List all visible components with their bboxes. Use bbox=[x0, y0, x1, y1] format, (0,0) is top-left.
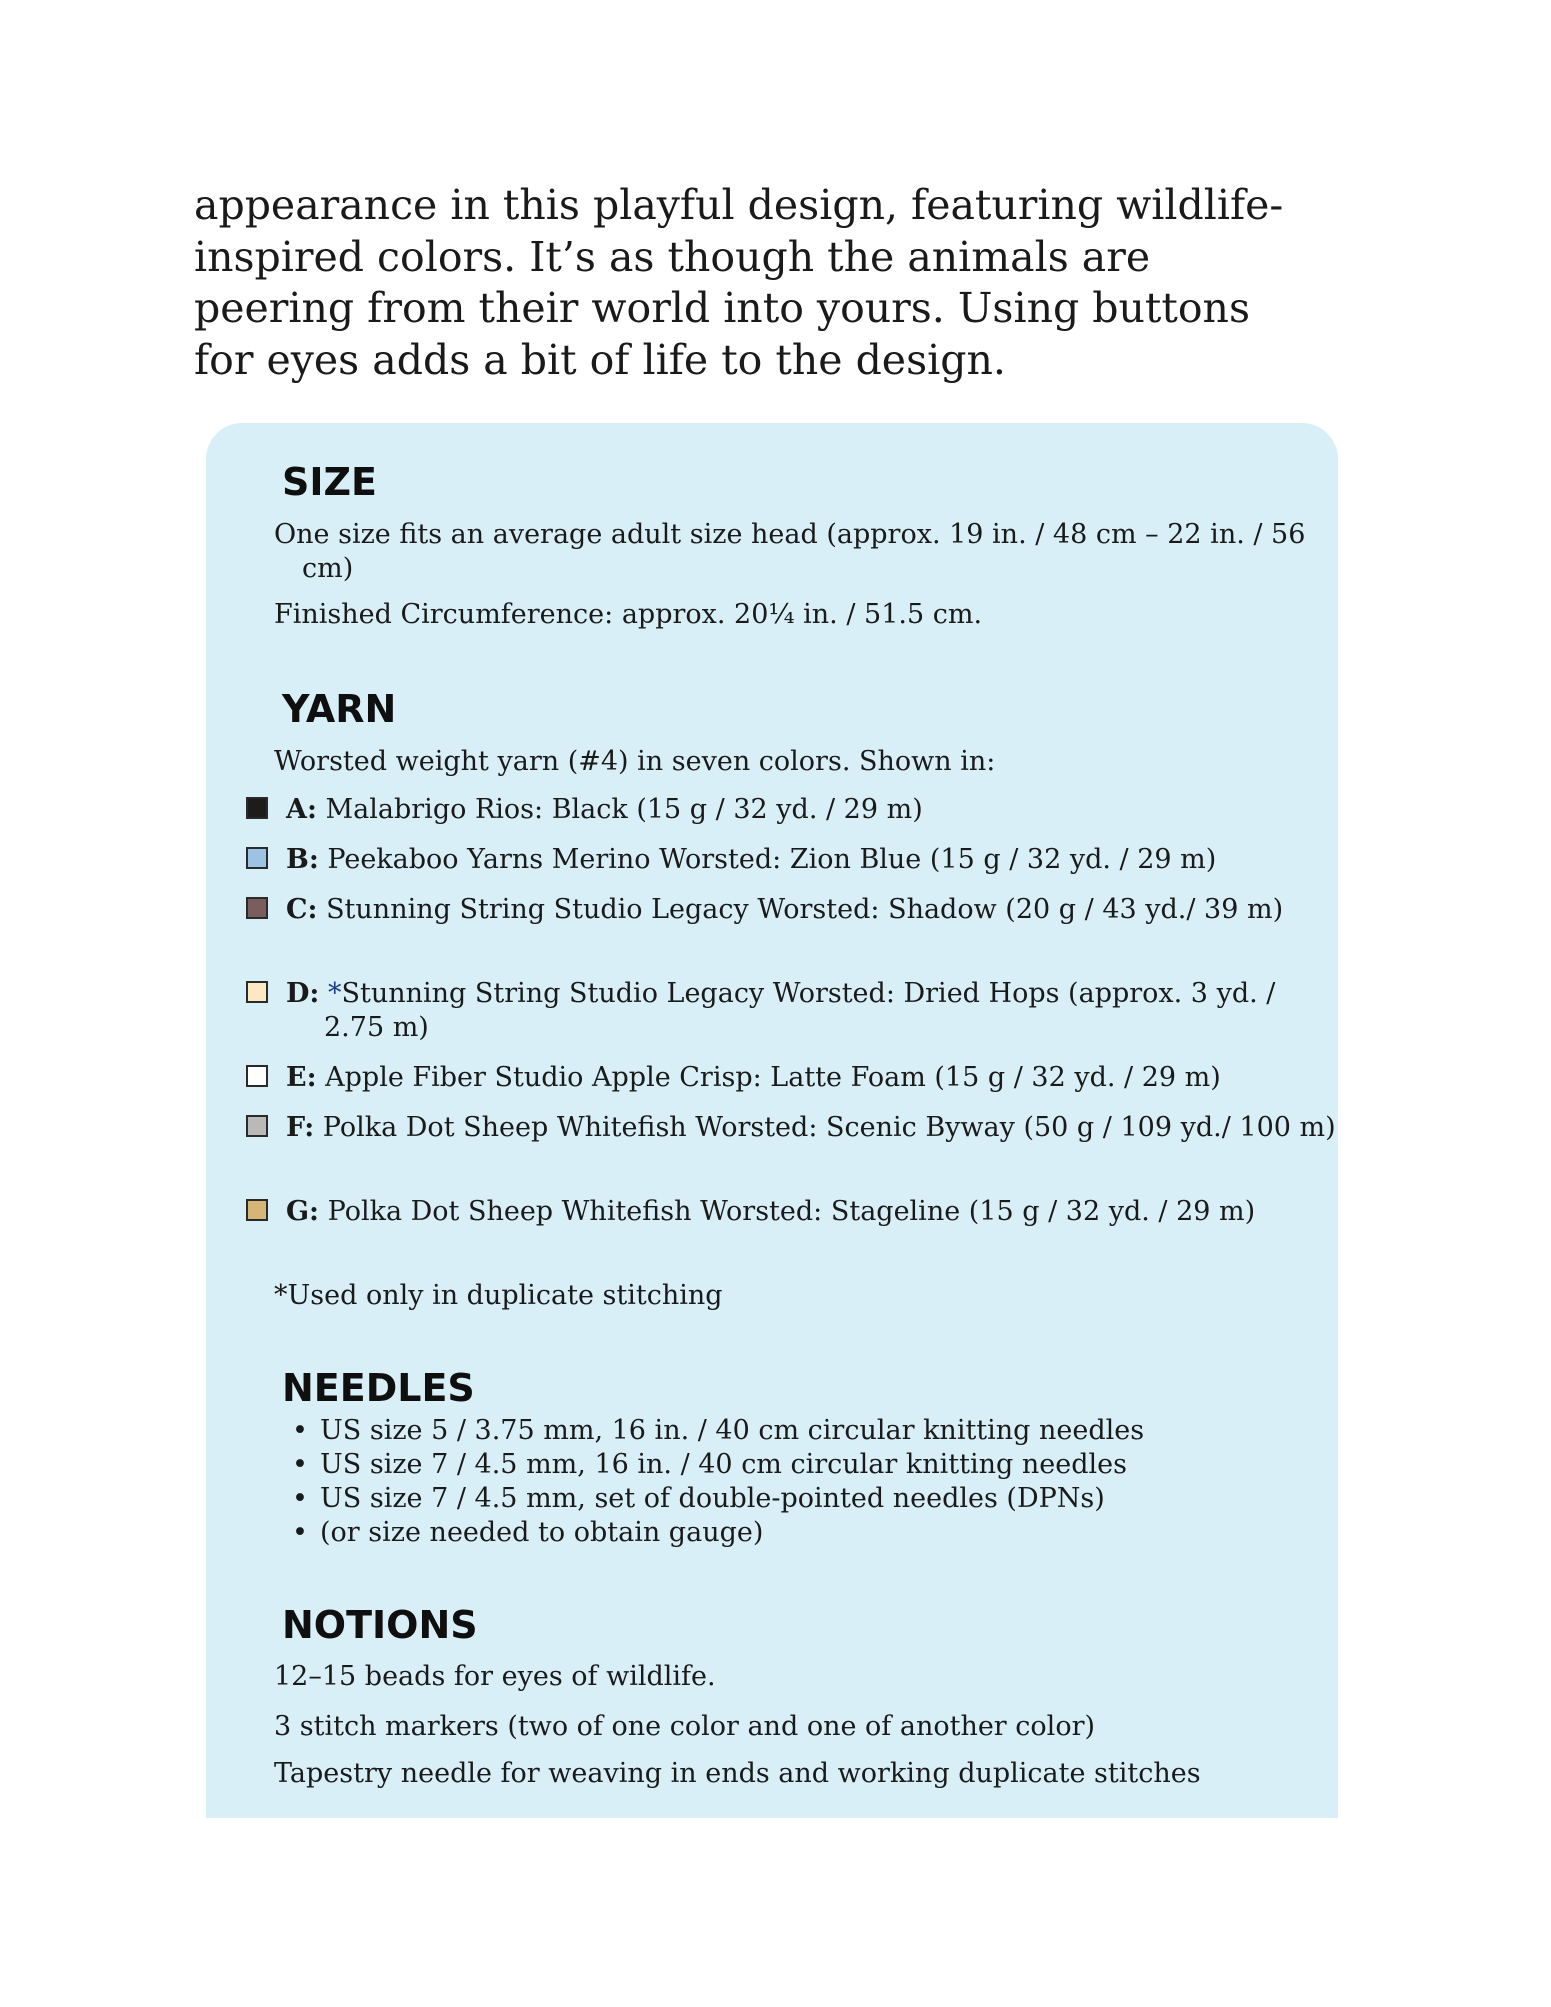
needle-text: US size 7 / 4.5 mm, set of double-pointed needles (DPNs) bbox=[320, 1483, 1105, 1514]
size-description: One size fits an average adult size head (approx. 19 in. / 48 cm – 22 in. / 56 cm) bbox=[274, 519, 1306, 584]
color-swatch-e bbox=[246, 1065, 268, 1087]
bullet-icon: • bbox=[292, 1517, 308, 1548]
color-swatch-b bbox=[246, 847, 268, 869]
intro-line: for eyes adds a bit of life to the design. bbox=[194, 335, 1006, 384]
intro-paragraph bbox=[194, 180, 1374, 386]
yarn-description: Peekaboo Yarns Merino Worsted: Zion Blue (15 g / 32 yd. / 29 m) bbox=[327, 844, 1217, 875]
color-swatch-f bbox=[246, 1115, 268, 1137]
color-swatch-a bbox=[246, 797, 268, 819]
footnote-asterisk: * bbox=[327, 978, 342, 1009]
yarn-letter: D: bbox=[286, 978, 320, 1009]
yarn-item-text bbox=[286, 1061, 1344, 1095]
notion-item: 12–15 beads for eyes of wildlife. bbox=[274, 1661, 716, 1692]
yarn-item-text bbox=[286, 1111, 1344, 1145]
needle-text: US size 5 / 3.75 mm, 16 in. / 40 cm circular knitting needles bbox=[320, 1415, 1145, 1446]
needle-text: US size 7 / 4.5 mm, 16 in. / 40 cm circular knitting needles bbox=[320, 1449, 1127, 1480]
bullet-icon: • bbox=[292, 1483, 308, 1514]
yarn-footnote: *Used only in duplicate stitching bbox=[274, 1280, 723, 1311]
size-heading: SIZE bbox=[282, 460, 378, 504]
bullet-icon: • bbox=[292, 1449, 308, 1480]
yarn-description: Stunning String Studio Legacy Worsted: Shadow (20 g / 43 yd./ 39 m) bbox=[326, 894, 1284, 925]
needles-heading: NEEDLES bbox=[282, 1366, 475, 1410]
yarn-description: Polka Dot Sheep Whitefish Worsted: Scenic Byway (50 g / 109 yd./ 100 m) bbox=[322, 1112, 1336, 1143]
yarn-description: Stunning String Studio Legacy Worsted: Dried Hops (approx. 3 yd. / 2.75 m) bbox=[324, 978, 1276, 1043]
notions-heading: NOTIONS bbox=[282, 1603, 478, 1647]
bullet-icon: • bbox=[292, 1415, 308, 1446]
yarn-letter: B: bbox=[286, 844, 319, 875]
needle-text: (or size needed to obtain gauge) bbox=[320, 1517, 764, 1548]
color-swatch-c bbox=[246, 897, 268, 919]
finished-circumference: Finished Circumference: approx. 20¼ in. / 51.5 cm. bbox=[274, 599, 983, 630]
notion-item: 3 stitch markers (two of one color and one of another color) bbox=[274, 1711, 1096, 1742]
list-item bbox=[292, 1448, 1144, 1482]
yarn-letter: G: bbox=[286, 1196, 320, 1227]
yarn-letter: F: bbox=[286, 1112, 315, 1143]
yarn-item-text bbox=[286, 843, 1344, 877]
yarn-intro: Worsted weight yarn (#4) in seven colors. Shown in: bbox=[274, 746, 996, 777]
color-swatch-d bbox=[246, 981, 268, 1003]
list-item bbox=[292, 1516, 1144, 1550]
list-item bbox=[292, 1414, 1144, 1448]
color-swatch-g bbox=[246, 1199, 268, 1221]
intro-line: peering from their world into yours. Using buttons bbox=[194, 284, 1250, 332]
yarn-item-text bbox=[286, 793, 1344, 827]
intro-line: inspired colors. It’s as though the animals are bbox=[194, 232, 1151, 281]
list-item bbox=[292, 1482, 1144, 1516]
yarn-item-text bbox=[286, 893, 1344, 927]
yarn-item-text bbox=[286, 977, 1344, 1045]
yarn-heading: YARN bbox=[282, 687, 397, 731]
yarn-letter: E: bbox=[286, 1062, 317, 1093]
intro-line: appearance in this playful design, featuring wildlife- bbox=[194, 181, 1284, 229]
notion-item: Tapestry needle for weaving in ends and working duplicate stitches bbox=[274, 1758, 1201, 1789]
yarn-item-text bbox=[286, 1195, 1344, 1229]
yarn-description: Polka Dot Sheep Whitefish Worsted: Stageline (15 g / 32 yd. / 29 m) bbox=[327, 1196, 1256, 1227]
yarn-description: Apple Fiber Studio Apple Crisp: Latte Foam (15 g / 32 yd. / 29 m) bbox=[325, 1062, 1221, 1093]
needles-list bbox=[292, 1414, 1144, 1550]
yarn-letter: A: bbox=[286, 794, 317, 825]
yarn-letter: C: bbox=[286, 894, 318, 925]
yarn-description: Malabrigo Rios: Black (15 g / 32 yd. / 29 m) bbox=[325, 794, 923, 825]
